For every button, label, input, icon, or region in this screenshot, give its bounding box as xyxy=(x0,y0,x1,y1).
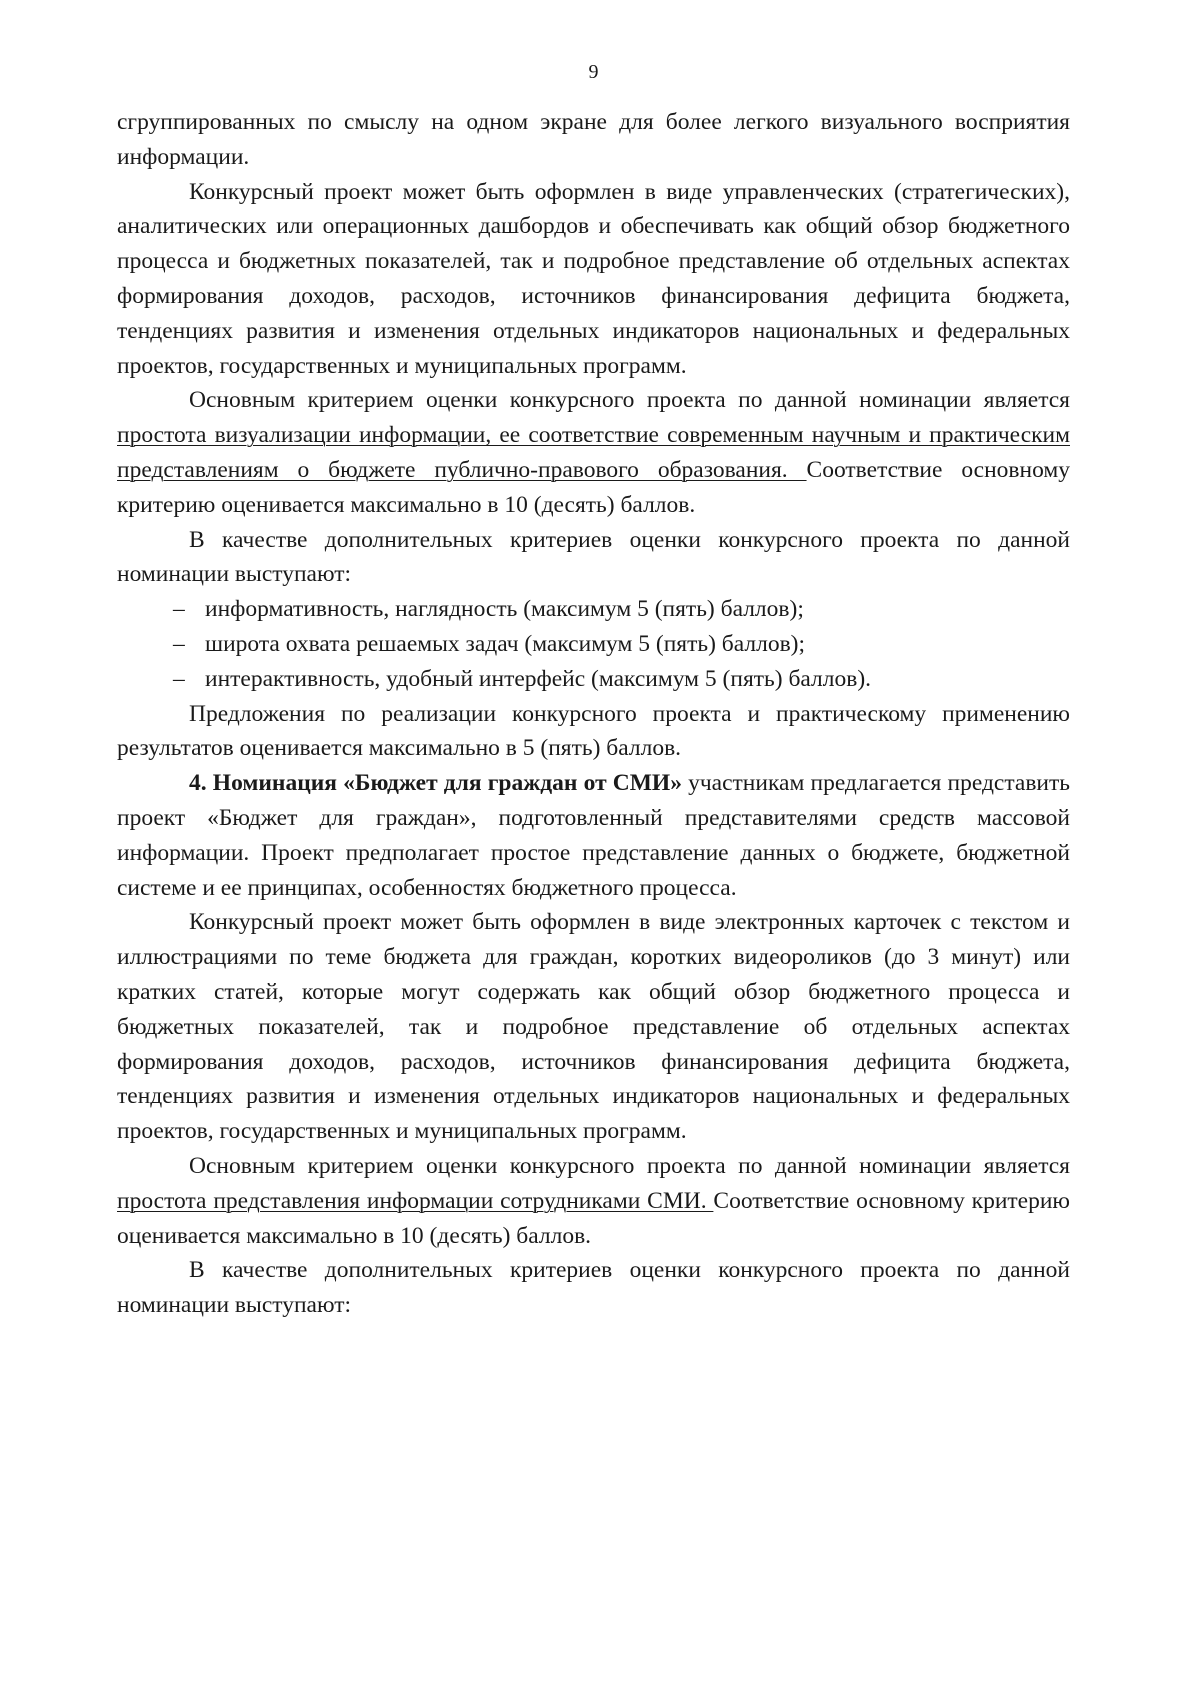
paragraph-dashboard-format: Конкурсный проект может быть оформлен в виде управленческих (стратегических), аналитических или операционных дашбордов и обеспечивать как общий обзор бюджетного процесса и бюджетных показателей, так и подробное представление об отдельных аспектах формирования доходов, расходов, источников финансирования дефицита бюджета, тенденциях развития и изменения отдельных индикаторов национальных и федеральных проектов, государственных и муниципальных программ. xyxy=(117,178,1070,379)
list-item-text: интерактивность, удобный интерфейс (максимум 5 (пять) баллов). xyxy=(205,665,872,692)
page-number: 9 xyxy=(588,61,599,83)
list-item-text: широта охвата решаемых задач (максимум 5 (пять) баллов); xyxy=(205,630,806,657)
dash-bullet: – xyxy=(173,665,185,692)
media-criterion-underlined: простота представления информации сотрудниками СМИ. xyxy=(117,1187,714,1214)
paragraph-continuation: сгруппированных по смыслу на одном экране для более легкого визуального восприятия информации. xyxy=(117,109,1070,170)
additional-criteria-list xyxy=(117,592,1070,696)
nomination-4-text: участникам предлагается представить проект «Бюджет для граждан», подготовленный представителями средств массовой информации. Проект предполагает простое представление данных о бюджете, бюджетной системе и ее принципах, особенностях бюджетного процесса. xyxy=(117,770,1070,901)
main-criterion-underlined: простота визуализации информации, ее соответствие современным научным и практическим представлениям о бюджете публично-правового образования. xyxy=(117,422,1070,483)
paragraph-media-additional-criteria: В качестве дополнительных критериев оценки конкурсного проекта по данной номинации выступают: xyxy=(117,1257,1070,1319)
nomination-4-heading: 4. Номинация «Бюджет для граждан от СМИ» xyxy=(189,770,682,797)
paragraph-additional-criteria: В качестве дополнительных критериев оценки конкурсного проекта по данной номинации выступают: xyxy=(117,526,1070,588)
paragraph-media-format: Конкурсный проект может быть оформлен в виде электронных карточек с текстом и иллюстрациями по теме бюджета для граждан, коротких видеороликов (до 3 минут) или кратких статей, которые могут содержать как общий обзор бюджетного процесса и бюджетных показателей, так и подробное представление об отдельных аспектах формирования доходов, расходов, источников финансирования дефицита бюджета, тенденциях развития и изменения отдельных индикаторов национальных и федеральных проектов, государственных и муниципальных программ. xyxy=(117,909,1070,1145)
document-page xyxy=(117,58,1070,1323)
paragraph-media-main-criterion xyxy=(117,1149,1070,1253)
list-item xyxy=(173,627,1070,662)
main-criterion-intro: Основным критерием оценки конкурсного проекта по данной номинации является xyxy=(189,387,1070,414)
media-criterion-score: Соответствие основному критерию оценивается максимально в 10 (десять) баллов. xyxy=(117,1187,1070,1249)
paragraph-nomination-4 xyxy=(117,766,1070,905)
paragraph-proposals: Предложения по реализации конкурсного проекта и практическому применению результатов оценивается максимально в 5 (пять) баллов. xyxy=(117,700,1070,762)
dash-bullet: – xyxy=(173,596,185,623)
media-criterion-intro: Основным критерием оценки конкурсного проекта по данной номинации является xyxy=(189,1152,1070,1179)
dash-bullet: – xyxy=(173,630,185,657)
list-item xyxy=(173,592,1070,627)
paragraph-main-criterion xyxy=(117,383,1070,522)
main-criterion-score: Соответствие основному критерию оценивается максимально в 10 (десять) баллов. xyxy=(117,456,1071,518)
list-item xyxy=(173,662,1070,697)
list-item-text: информативность, наглядность (максимум 5 (пять) баллов); xyxy=(205,596,804,623)
